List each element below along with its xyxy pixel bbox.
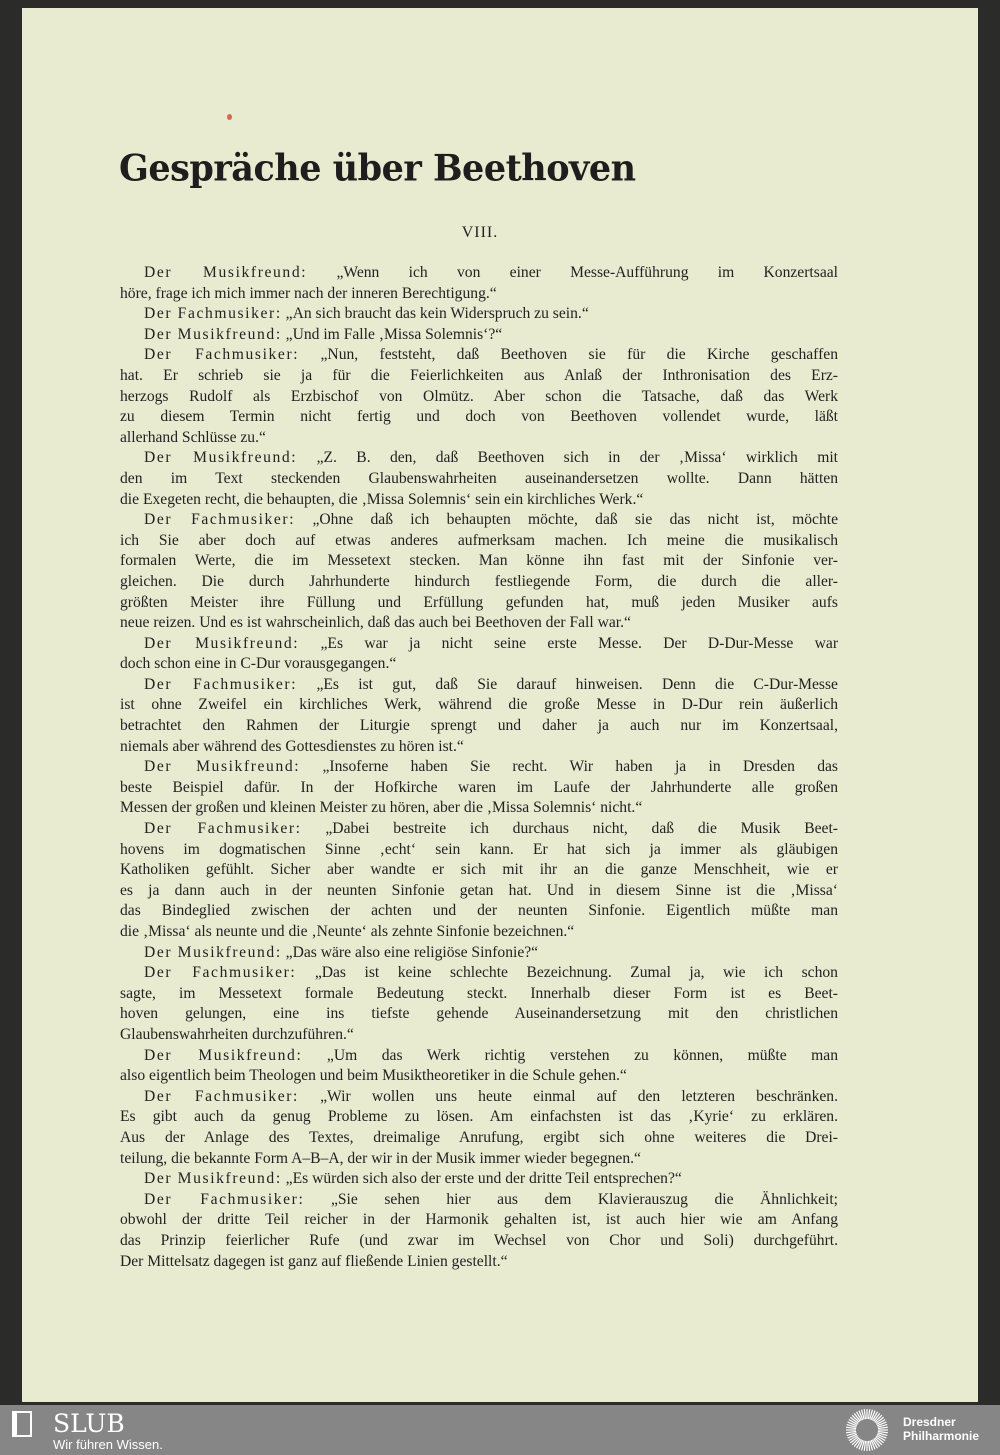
- text-line: [120, 1169, 838, 1190]
- speaker-label: Der Fachmusiker:: [144, 964, 297, 982]
- text-line: [120, 778, 838, 799]
- speaker-label: Der Fachmusiker:: [144, 820, 302, 838]
- line-text: „Nun, feststeht, daß Beethoven sie für die Kirche geschaffen: [320, 346, 839, 364]
- text-line: [120, 716, 838, 737]
- speaker-label: Der Fachmusiker:: [144, 1087, 299, 1105]
- speaker-label: Der Fachmusiker:: [144, 675, 298, 693]
- text-line: [120, 366, 838, 387]
- line-text: zu diesem Termin nicht fertig und doch von Beethoven vollendet wurde, läßt: [120, 408, 838, 426]
- line-text: das Prinzip feierlicher Rufe (und zwar im Wechsel von Chor und Soli) durchgeführt.: [120, 1231, 838, 1249]
- text-line: [120, 469, 838, 490]
- text-line: [120, 387, 838, 408]
- text-line: [120, 963, 838, 984]
- text-line: [120, 531, 838, 552]
- text-line: [120, 1252, 838, 1273]
- line-text: „Es ist gut, daß Sie darauf hinweisen. Denn die C-Dur-Messe: [316, 675, 838, 693]
- line-text: betrachtet den Rahmen der Liturgie sprengt und daher ja auch nur im Konzertsaal,: [120, 717, 838, 735]
- text-line: [120, 593, 838, 614]
- text-line: [120, 695, 838, 716]
- line-text: „Es würden sich also der erste und der dritte Teil entsprechen?“: [285, 1170, 682, 1188]
- line-text: Es gibt auch da genug Probleme zu lösen. Am einfachsten ist das ‚Kyrie‘ zu erklären.: [120, 1108, 838, 1126]
- text-line: [120, 984, 838, 1005]
- speaker-label: Der Fachmusiker:: [144, 346, 300, 364]
- line-text: größten Meister ihre Füllung und Erfüllung gefunden hat, muß jeden Musiker aufs: [120, 593, 838, 611]
- speaker-label: Der Musikfreund:: [144, 1170, 282, 1188]
- line-text: neue reizen. Und es ist wahrscheinlich, daß das auch bei Beethoven der Fall war.“: [120, 614, 631, 632]
- speaker-label: Der Musikfreund:: [144, 449, 298, 467]
- line-text: allerhand Schlüsse zu.“: [120, 428, 266, 446]
- line-text: „Um das Werk richtig verstehen zu können, müßte man: [326, 1046, 839, 1064]
- text-line: [120, 284, 838, 305]
- text-line: [120, 613, 838, 634]
- text-line: [120, 572, 838, 593]
- slub-logo[interactable]: SLUB: [53, 1409, 125, 1438]
- text-line: [120, 737, 838, 758]
- philharmonie-logo[interactable]: [903, 1415, 979, 1443]
- text-line: [120, 407, 838, 428]
- line-text: es ja dann auch in der neunten Sinfonie getan hat. Und in diesem Sinne ist die ‚Missa‘: [120, 881, 838, 899]
- text-line: [120, 1210, 838, 1231]
- line-text: „Dabei bestreite ich durchaus nicht, daß die Musik Beet-: [325, 820, 839, 838]
- text-line: [120, 1231, 838, 1252]
- slub-tagline: Wir führen Wissen.: [53, 1437, 163, 1452]
- line-text: also eigentlich beim Theologen und beim Musiktheoretiker in die Schule gehen.“: [120, 1067, 627, 1085]
- speaker-label: Der Fachmusiker:: [144, 511, 296, 529]
- line-text: niemals aber während des Gottesdienstes zu hören ist.“: [120, 737, 464, 755]
- line-text: Aus der Anlage des Textes, dreimalige Anrufung, ergibt sich ohne weiteres die Drei-: [120, 1128, 838, 1146]
- text-line: [120, 1190, 838, 1211]
- line-text: hoven gelungen, eine ins tiefste gehende Auseinandersetzung mit den christlichen: [120, 1005, 838, 1023]
- speaker-label: Der Musikfreund:: [144, 634, 300, 652]
- line-text: hat. Er schrieb sie ja für die Feierlichkeiten aus Anlaß der Inthronisation des Erz-: [120, 366, 838, 384]
- slub-book-icon: [12, 1411, 32, 1437]
- philharmonie-line1: Dresdner: [903, 1415, 956, 1429]
- footer-bar: [0, 1405, 1000, 1455]
- line-text: herzogs Rudolf als Erzbischof von Olmütz. Aber schon die Tatsache, daß das Werk: [120, 387, 838, 405]
- line-text: Glaubenswahrheiten durchzuführen.“: [120, 1025, 354, 1043]
- dialogue-text: [120, 263, 838, 1272]
- line-text: formalen Werte, die im Messetext stecken. Man könne ihn fast mit der Sinfonie ver-: [120, 552, 838, 570]
- text-line: [120, 1004, 838, 1025]
- line-text: Messen der großen und kleinen Meister zu hören, aber die ‚Missa Solemnis‘ nicht.“: [120, 799, 643, 817]
- speaker-label: Der Musikfreund:: [144, 325, 282, 343]
- text-line: [120, 654, 838, 675]
- line-text: „Wir wollen uns heute einmal auf den letzteren beschränken.: [320, 1087, 838, 1105]
- text-line: [120, 345, 838, 366]
- text-line: [120, 1066, 838, 1087]
- text-line: [120, 1107, 838, 1128]
- line-text: ist ohne Zweifel ein kirchliches Werk, während die große Messe in D-Dur rein äußerlich: [120, 696, 838, 714]
- line-text: „Und im Falle ‚Missa Solemnis‘?“: [285, 325, 503, 343]
- philharmonie-line2: Philharmonie: [903, 1429, 980, 1443]
- line-text: „Wenn ich von einer Messe-Aufführung im Konzertsaal: [336, 264, 838, 281]
- line-text: „Das wäre also eine religiöse Sinfonie?“: [285, 943, 539, 961]
- philharmonie-sun-icon: [845, 1408, 889, 1452]
- text-line: [120, 1128, 838, 1149]
- speaker-label: Der Fachmusiker:: [144, 305, 282, 323]
- line-text: teilung, die bekannte Form A–B–A, der wir in der Musik immer wieder begegnen.“: [120, 1149, 641, 1167]
- line-text: ich Sie aber doch auf etwas anderes aufmerksam machen. Ich meine die musikalisch: [120, 531, 838, 549]
- line-text: „Es war ja nicht seine erste Messe. Der D-Dur-Messe war: [320, 634, 839, 652]
- text-line: [120, 510, 838, 531]
- text-line: [120, 325, 838, 346]
- line-text: obwohl der dritte Teil reicher in der Harmonik gehalten ist, ist auch hier wie am Anfang: [120, 1211, 838, 1229]
- text-line: [120, 675, 838, 696]
- line-text: hovens im dogmatischen Sinne ‚echt‘ sein kann. Er hat sich ja immer als gläubigen: [120, 840, 838, 858]
- text-line: [120, 490, 838, 511]
- line-text: beste Beispiel dafür. In der Hofkirche waren im Laufe der Jahrhunderte alle großen: [120, 778, 838, 796]
- text-line: [120, 634, 838, 655]
- section-number: VIII.: [461, 224, 499, 241]
- text-line: [120, 1046, 838, 1067]
- line-text: sagte, im Messetext formale Bedeutung steckt. Innerhalb dieser Form ist es Beet-: [120, 984, 838, 1002]
- text-line: [120, 819, 838, 840]
- text-line: [120, 1087, 838, 1108]
- speaker-label: Der Musikfreund:: [144, 943, 282, 961]
- text-line: [120, 551, 838, 572]
- line-text: doch schon eine in C-Dur vorausgegangen.“: [120, 655, 397, 673]
- line-text: „An sich braucht das kein Widerspruch zu sein.“: [285, 305, 589, 323]
- speaker-label: Der Musikfreund:: [144, 758, 301, 776]
- text-line: [120, 860, 838, 881]
- text-line: [120, 943, 838, 964]
- text-line: [120, 901, 838, 922]
- line-text: „Sie sehen hier aus dem Klavierauszug die Ähnlichkeit;: [330, 1190, 838, 1208]
- text-line: [120, 1149, 838, 1170]
- text-line: [120, 840, 838, 861]
- line-text: „Das ist keine schlechte Bezeichnung. Zumal ja, wie ich schon: [314, 964, 838, 982]
- line-text: die Exegeten recht, die behaupten, die ‚Missa Solemnis‘ sein ein kirchliches Werk.“: [120, 490, 644, 508]
- line-text: Der Mittelsatz dagegen ist ganz auf fließende Linien gestellt.“: [120, 1252, 508, 1270]
- line-text: höre, frage ich mich immer nach der inneren Berechtigung.“: [120, 284, 497, 302]
- line-text: das Bindeglied zwischen der achten und der neunten Sinfonie. Eigentlich müßte man: [120, 902, 838, 920]
- line-text: „Ohne daß ich behaupten möchte, daß sie das nicht ist, möchte: [312, 511, 838, 529]
- page-title: Gespräche über Beethoven: [119, 146, 636, 191]
- scanned-page: [22, 8, 978, 1402]
- text-line: [120, 448, 838, 469]
- speaker-label: Der Musikfreund:: [144, 1046, 303, 1064]
- line-text: den im Text steckenden Glaubenswahrheiten auseinandersetzen wollte. Dann hätten: [120, 469, 838, 487]
- text-line: [120, 263, 838, 284]
- text-line: [120, 798, 838, 819]
- line-text: Katholiken gefühlt. Sicher aber wandte er sich mit ihr an die ganze Menschheit, wie er: [120, 861, 838, 879]
- line-text: „Insoferne haben Sie recht. Wir haben ja in Dresden das: [322, 758, 839, 776]
- line-text: die ‚Missa‘ als neunte und die ‚Neunte‘ als zehnte Sinfonie bezeichnen.“: [120, 923, 575, 940]
- text-line: [120, 757, 838, 778]
- text-line: [120, 881, 838, 902]
- speaker-label: Der Musikfreund:: [144, 264, 308, 281]
- text-line: [120, 304, 838, 325]
- text-line: [120, 428, 838, 449]
- text-line: [120, 922, 838, 943]
- line-text: „Z. B. den, daß Beethoven sich in der ‚Missa‘ wirklich mit: [316, 449, 838, 467]
- ink-spot: [227, 114, 232, 120]
- text-line: [120, 1025, 838, 1046]
- speaker-label: Der Fachmusiker:: [144, 1190, 305, 1208]
- line-text: gleichen. Die durch Jahrhunderte hindurch festliegende Form, die durch die aller-: [120, 572, 838, 590]
